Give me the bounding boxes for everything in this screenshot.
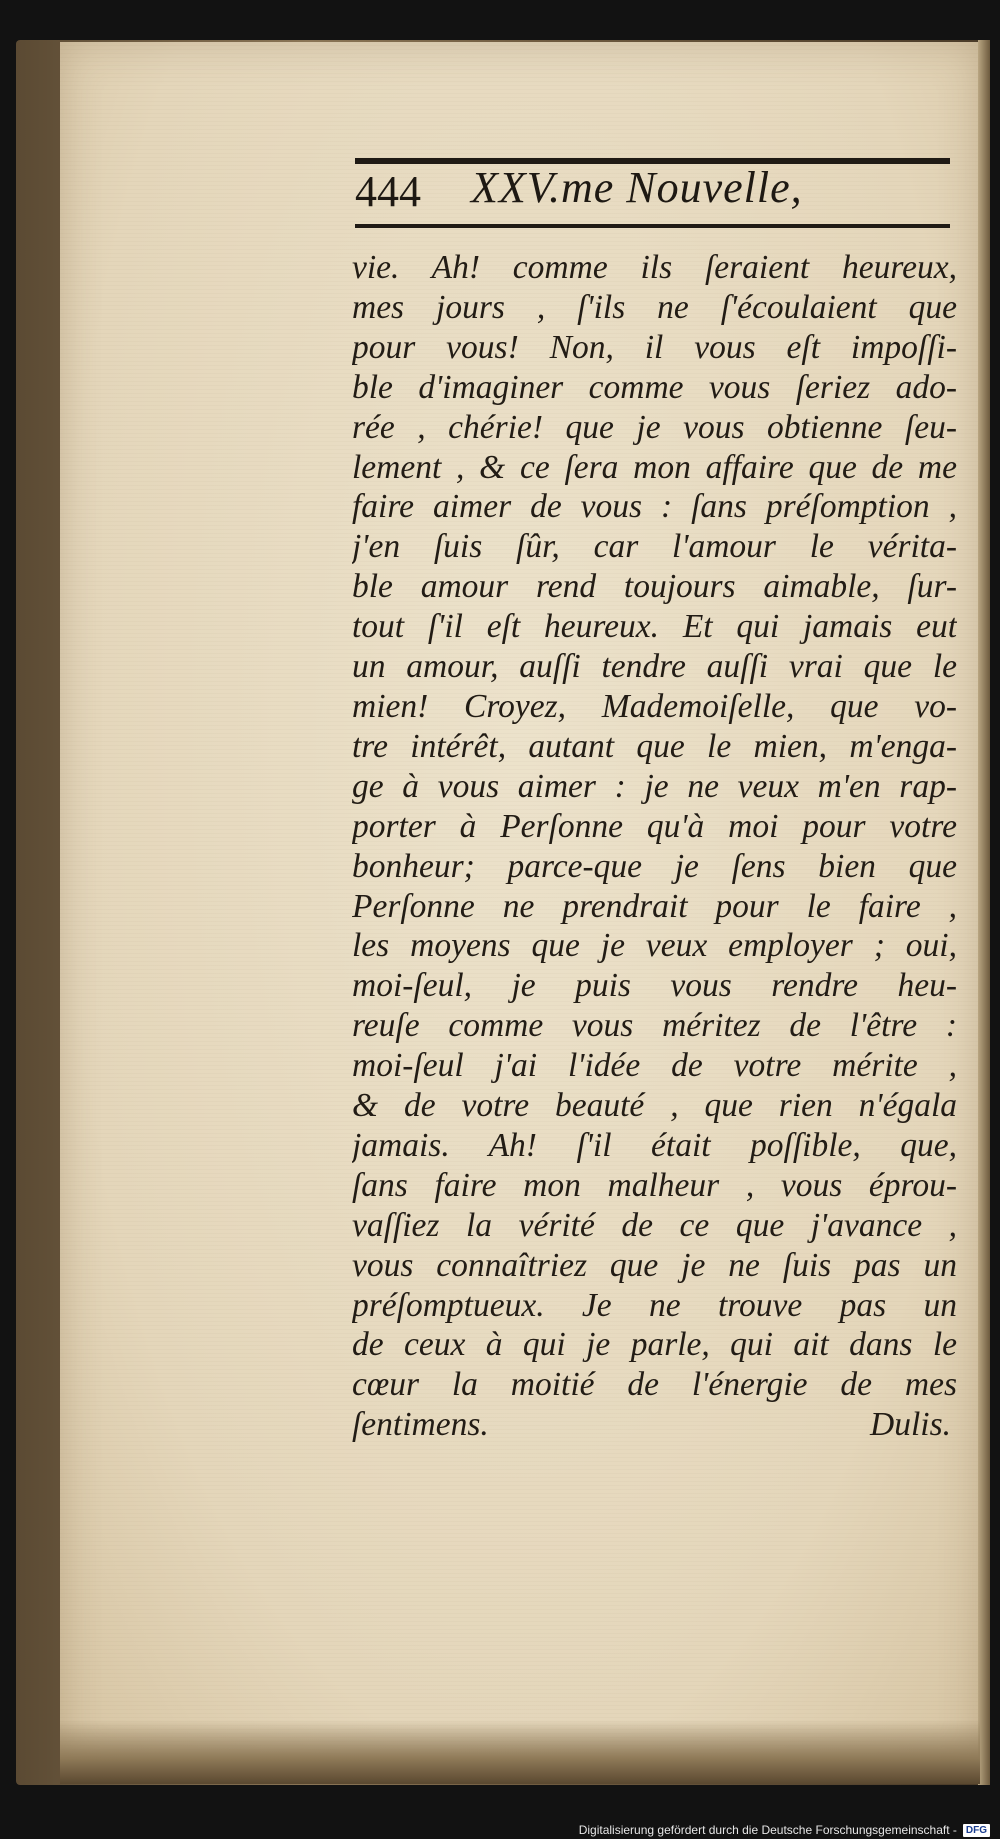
text-line: Perſonne ne prendrait pour le faire , <box>352 887 957 925</box>
text-line: lement , & ce ſera mon affaire que de me <box>352 448 957 486</box>
page-number: 444 <box>355 167 421 216</box>
page-right-edge <box>978 40 990 1785</box>
body-text <box>352 248 957 1445</box>
chapter-title: XXV.me Nouvelle, <box>471 163 803 212</box>
text-line: vaſſiez la vérité de ce que j'avance , <box>352 1206 957 1244</box>
text-line: reuſe comme vous méritez de l'être : <box>352 1007 957 1045</box>
text-line: ge à vous aimer : je ne veux m'en rap- <box>352 767 957 805</box>
text-line: bonheur; parce-que je ſens bien que <box>352 847 957 885</box>
text-line: vous connaîtriez que je ne ſuis pas un <box>352 1246 957 1284</box>
text-line: de ceux à qui je parle, qui ait dans le <box>352 1326 957 1364</box>
header-rule-bottom <box>355 224 950 228</box>
text-line: les moyens que je veux employer ; oui, <box>352 927 957 965</box>
text-line: ſans faire mon malheur , vous éprou- <box>352 1166 957 1204</box>
text-line: moi-ſeul j'ai l'idée de votre mérite , <box>352 1047 957 1085</box>
text-line: ble amour rend toujours aimable, ſur- <box>352 568 957 606</box>
text-line: mes jours , ſ'ils ne ſ'écoulaient que <box>352 288 957 326</box>
page-bottom-edge <box>60 1720 980 1784</box>
text-line: tre intérêt, autant que le mien, m'enga- <box>352 727 957 765</box>
text-line: mien! Croyez, Mademoiſelle, que vo- <box>352 687 957 725</box>
text-line: rée , chérie! que je vous obtienne ſeu- <box>352 408 957 446</box>
closing-word: ſentimens. <box>352 1406 489 1444</box>
text-line: ble d'imaginer comme vous ſeriez ado- <box>352 368 957 406</box>
digitization-credit <box>579 1822 990 1838</box>
signature: Dulis. <box>870 1406 951 1444</box>
running-head <box>355 160 955 224</box>
closing-line <box>352 1405 957 1445</box>
text-line: j'en ſuis ſûr, car l'amour le vérita- <box>352 528 957 566</box>
text-lines <box>352 248 957 1405</box>
text-line: jamais. Ah! ſ'il était poſſible, que, <box>352 1126 957 1164</box>
dfg-logo: DFG <box>963 1824 990 1837</box>
text-line: moi-ſeul, je puis vous rendre heu- <box>352 967 957 1005</box>
text-line: faire aimer de vous : ſans préſomption , <box>352 488 957 526</box>
credit-text: Digitalisierung gefördert durch die Deutsche Forschungsgemeinschaft - <box>578 1823 957 1837</box>
text-line: cœur la moitié de l'énergie de mes <box>352 1366 957 1404</box>
text-line: & de votre beauté , que rien n'égala <box>352 1087 957 1125</box>
text-line: porter à Perſonne qu'à moi pour votre <box>352 807 957 845</box>
text-line: vie. Ah! comme ils ſeraient heureux, <box>352 249 957 286</box>
text-line: tout ſ'il eſt heureux. Et qui jamais eut <box>352 608 957 646</box>
text-line: un amour, auſſi tendre auſſi vrai que le <box>352 648 957 686</box>
text-line: préſomptueux. Je ne trouve pas un <box>352 1286 957 1324</box>
text-line: pour vous! Non, il vous eſt impoſſi- <box>352 328 957 366</box>
